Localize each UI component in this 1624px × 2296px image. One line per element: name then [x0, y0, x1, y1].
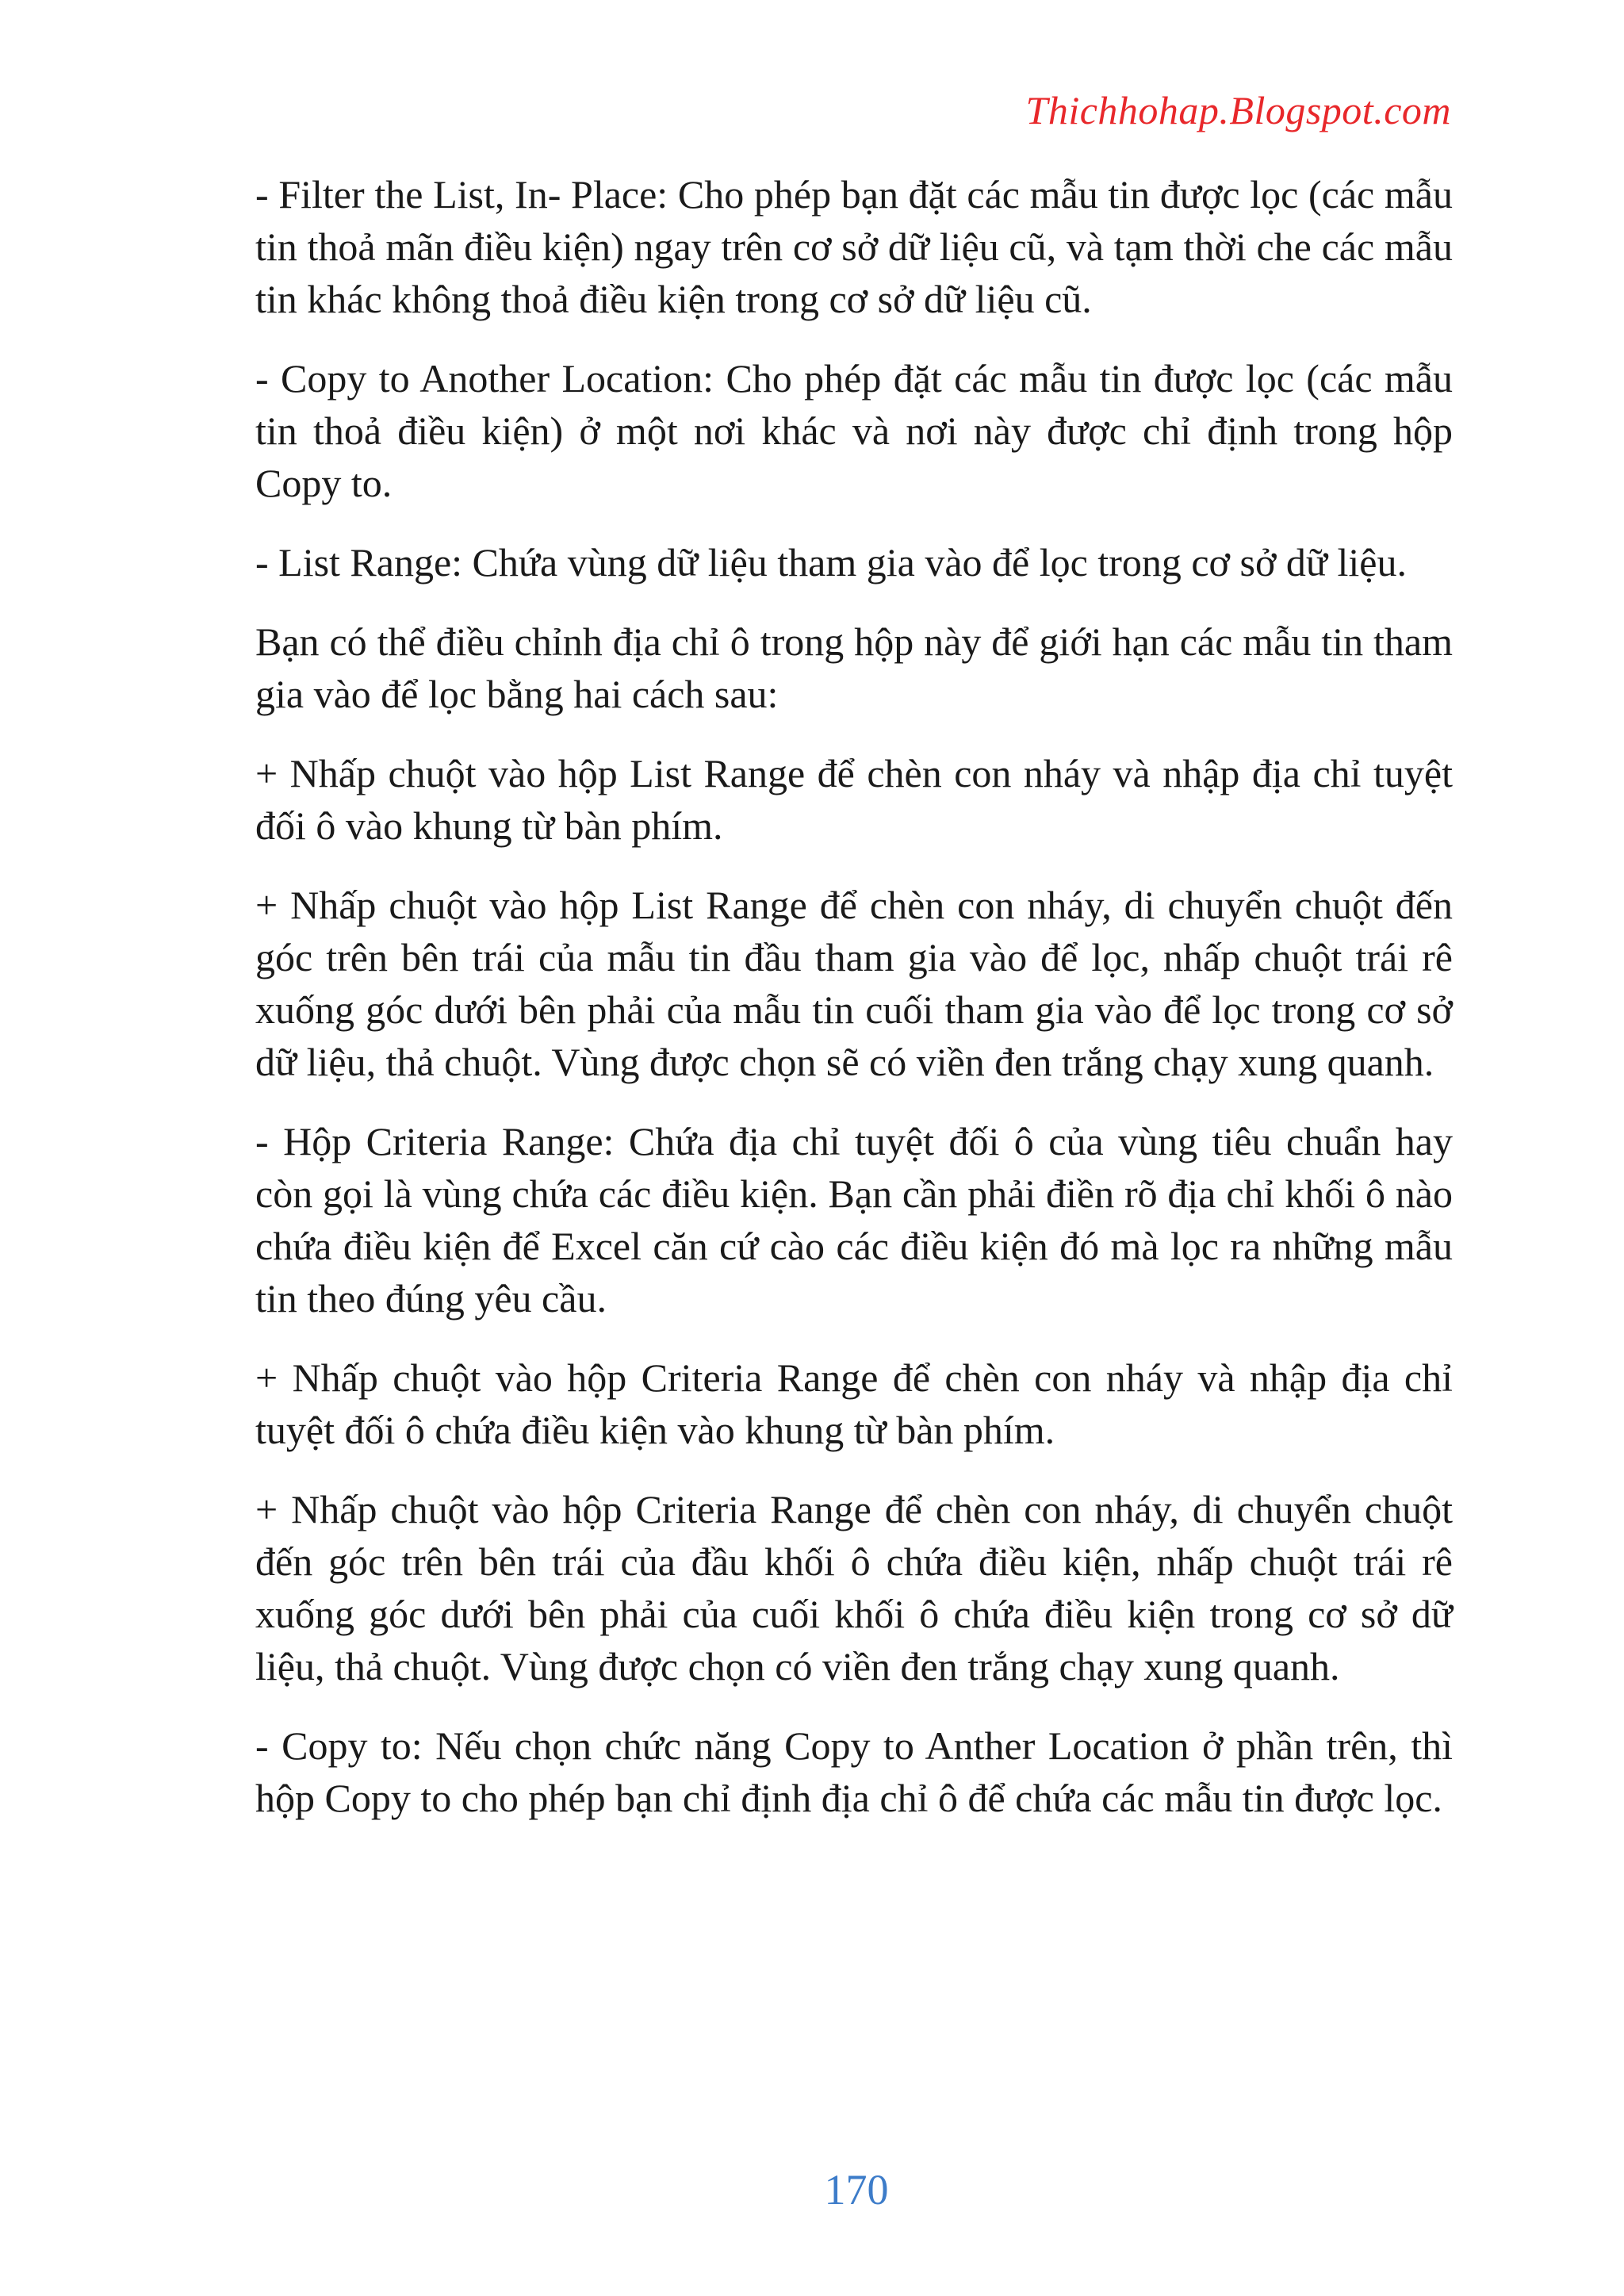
paragraph-list-range-method-2: + Nhấp chuột vào hộp List Range để chèn con nháy, di chuyển chuột đến góc trên bên trái của mẫu tin đầu tham gia vào để lọc, nhấp chuột trái rê xuống góc dưới bên phải của mẫu tin cuối tham gia vào để lọc trong cơ sở dữ liệu, thả chuột. Vùng được chọn sẽ có viền đen trắng chạy xung quanh. — [255, 883, 1453, 1084]
paragraph-criteria-range: - Hộp Criteria Range: Chứa địa chỉ tuyệt đối ô của vùng tiêu chuẩn hay còn gọi là vùng chứa các điều kiện. Bạn cần phải điền rõ địa chỉ khối ô nào chứa điều kiện để Excel căn cứ cào các điều kiện đó mà lọc ra những mẫu tin theo đúng yêu cầu. — [255, 1119, 1453, 1320]
paragraph-list-range-method-1: + Nhấp chuột vào hộp List Range để chèn con nháy và nhập địa chỉ tuyệt đối ô vào khung từ bàn phím. — [255, 751, 1453, 848]
paragraph-adjust-address: Bạn có thể điều chỉnh địa chỉ ô trong hộp này để giới hạn các mẫu tin tham gia vào để lọc bằng hai cách sau: — [255, 619, 1453, 716]
paragraph-criteria-range-method-2: + Nhấp chuột vào hộp Criteria Range để chèn con nháy, di chuyển chuột đến góc trên bên trái của đầu khối ô chứa điều kiện, nhấp chuột trái rê xuống góc dưới bên phải của cuối khối ô chứa điều kiện trong cơ sở dữ liệu, thả chuột. Vùng được chọn có viền đen trắng chạy xung quanh. — [255, 1487, 1453, 1688]
paragraph-copy-to: - Copy to: Nếu chọn chức năng Copy to Anther Location ở phần trên, thì hộp Copy to cho phép bạn chỉ định địa chỉ ô để chứa các mẫu tin được lọc. — [255, 1723, 1453, 1820]
paragraph-list-range: - List Range: Chứa vùng dữ liệu tham gia vào để lọc trong cơ sở dữ liệu. — [255, 540, 1407, 585]
paragraph-criteria-range-method-1: + Nhấp chuột vào hộp Criteria Range để chèn con nháy và nhập địa chỉ tuyệt đối ô chứa điều kiện vào khung từ bàn phím. — [255, 1355, 1453, 1452]
paragraph-filter-in-place: - Filter the List, In- Place: Cho phép bạn đặt các mẫu tin được lọc (các mẫu tin thoả mãn điều kiện) ngay trên cơ sở dữ liệu cũ, và tạm thời che các mẫu tin khác không thoả điều kiện trong cơ sở dữ liệu cũ. — [255, 172, 1453, 321]
blog-watermark-link: Thichhohap.Blogspot.com — [1025, 88, 1451, 132]
page-number: 170 — [824, 2166, 889, 2214]
paragraph-copy-to-another-location: - Copy to Another Location: Cho phép đặt các mẫu tin được lọc (các mẫu tin thoả điều kiện) ở một nơi khác và nơi này được chỉ định trong hộp Copy to. — [255, 356, 1453, 505]
page-body — [255, 168, 1453, 1851]
